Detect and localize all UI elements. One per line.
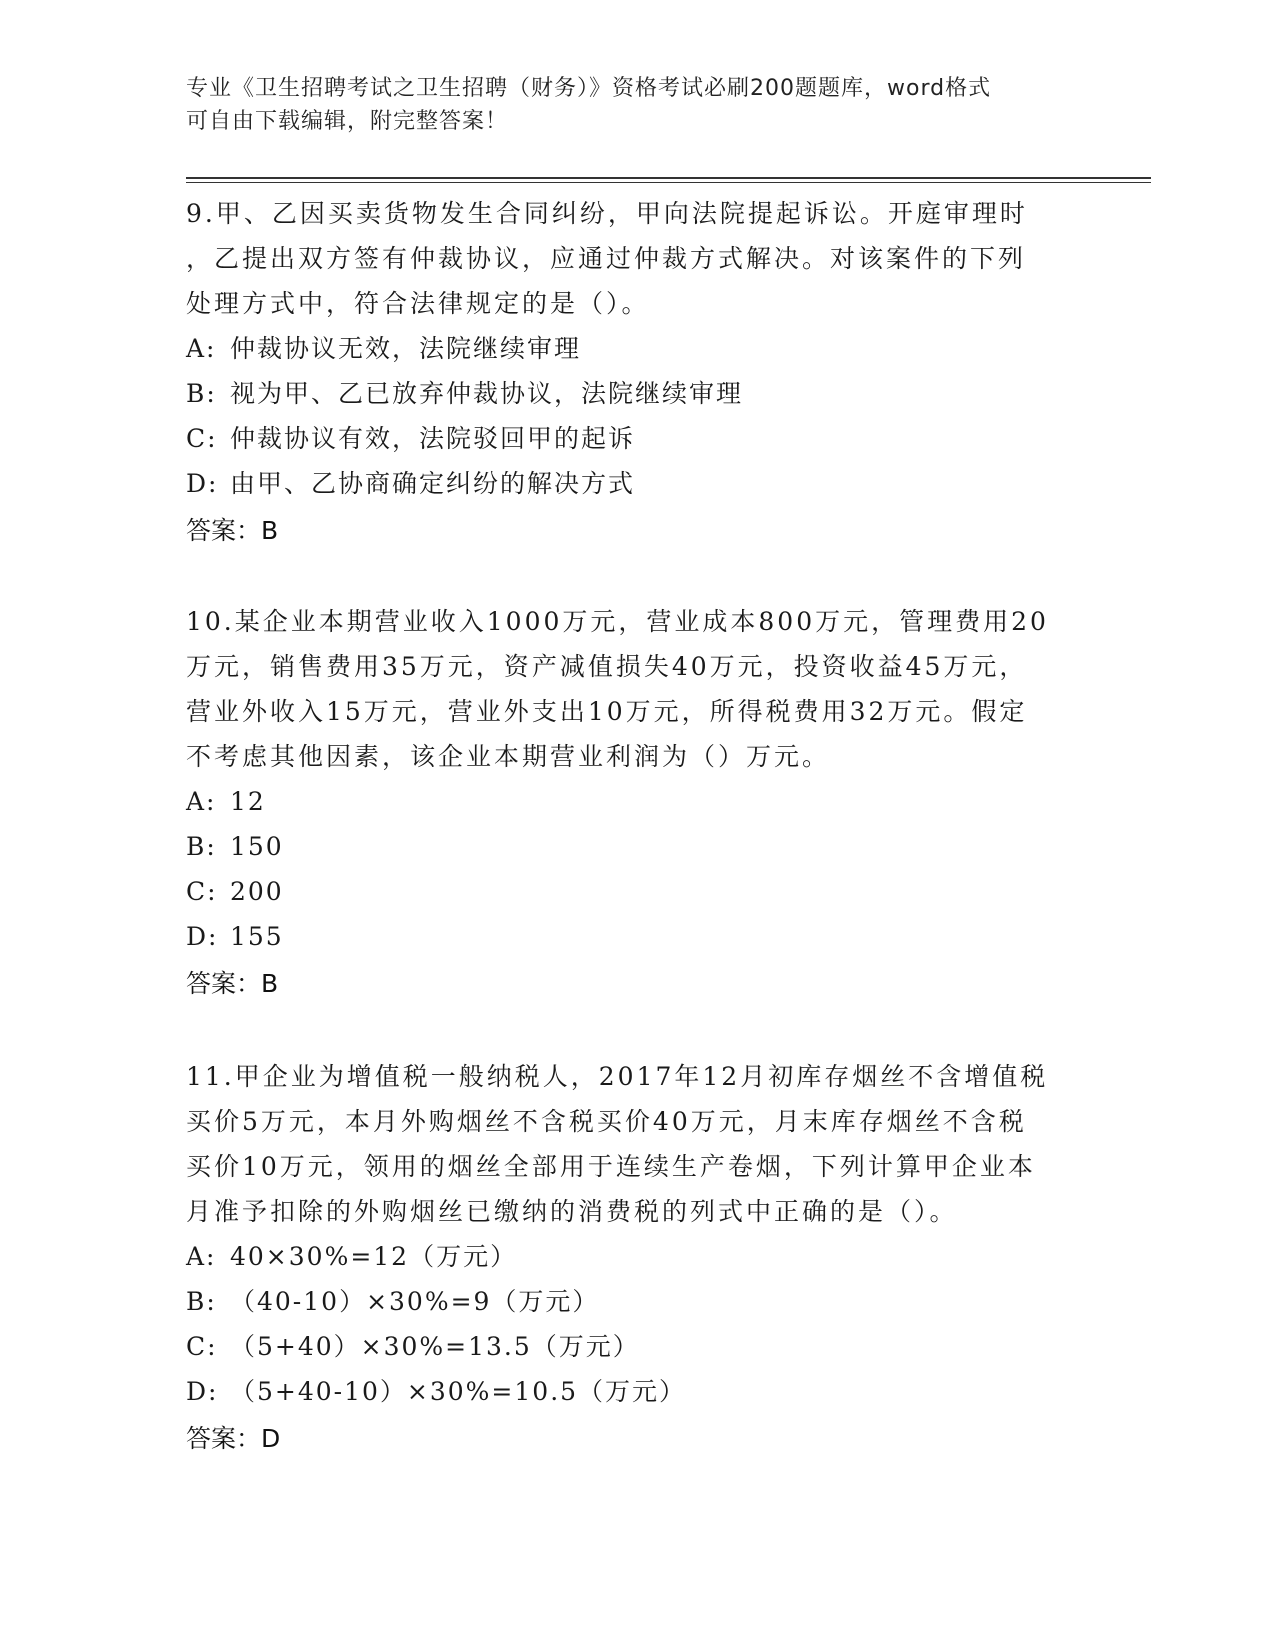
option-text: 视为甲、乙已放弃仲裁协议，法院继续审理	[230, 379, 744, 408]
stem-line: 买价10万元，领用的烟丝全部用于连续生产卷烟，下列计算甲企业本	[186, 1152, 1036, 1181]
option-text: 40×30%=12（万元）	[230, 1242, 518, 1271]
option-text: 12	[230, 787, 266, 816]
option-letter: B:	[186, 379, 217, 408]
document-header	[186, 72, 1086, 138]
question-10	[186, 599, 1086, 1006]
stem-line: 买价5万元，本月外购烟丝不含税买价40万元，月末库存烟丝不含税	[186, 1107, 1027, 1136]
option-letter: D:	[186, 469, 219, 498]
option-c	[186, 416, 1086, 461]
option-text: （5+40）×30%=13.5（万元）	[230, 1332, 640, 1361]
option-a	[186, 779, 1086, 824]
stem-line: 月准予扣除的外购烟丝已缴纳的消费税的列式中正确的是（）。	[186, 1197, 958, 1226]
stem-line: 9.甲、乙因买卖货物发生合同纠纷，甲向法院提起诉讼。开庭审理时	[186, 199, 1028, 228]
stem-line: 万元，销售费用35万元，资产减值损失40万元，投资收益45万元，	[186, 652, 1028, 681]
option-letter: D:	[186, 1377, 219, 1406]
option-d	[186, 461, 1086, 506]
header-divider-thin	[186, 182, 1151, 183]
question-stem	[186, 599, 1086, 779]
stem-line: 营业外收入15万元，营业外支出10万元，所得税费用32万元。假定	[186, 697, 1028, 726]
stem-line: 处理方式中，符合法律规定的是（）。	[186, 289, 650, 318]
option-text: 由甲、乙协商确定纠纷的解决方式	[230, 469, 636, 498]
stem-line: ，乙提出双方签有仲裁协议，应通过仲裁方式解决。对该案件的下列	[186, 244, 1027, 273]
option-letter: A:	[186, 1242, 217, 1271]
option-text: （40-10）×30%=9（万元）	[230, 1287, 600, 1316]
question-11	[186, 1054, 1086, 1461]
option-letter: C:	[186, 1332, 218, 1361]
option-text: 155	[230, 922, 284, 951]
stem-line: 10.某企业本期营业收入1000万元，营业成本800万元，管理费用20	[186, 607, 1049, 636]
option-letter: B:	[186, 1287, 217, 1316]
option-b	[186, 371, 1086, 416]
header-divider-thick	[186, 177, 1151, 179]
option-c	[186, 869, 1086, 914]
answer-label: 答案：B	[186, 516, 279, 545]
header-line-2: 可自由下载编辑，附完整答案！	[186, 109, 509, 134]
option-letter: D:	[186, 922, 219, 951]
question-9	[186, 191, 1086, 553]
option-text: （5+40-10）×30%=10.5（万元）	[230, 1377, 687, 1406]
question-stem	[186, 191, 1086, 326]
option-text: 150	[230, 832, 284, 861]
stem-line: 11.甲企业为增值税一般纳税人，2017年12月初库存烟丝不含增值税	[186, 1062, 1049, 1091]
stem-line: 不考虑其他因素，该企业本期营业利润为（）万元。	[186, 742, 831, 771]
option-text: 仲裁协议无效，法院继续审理	[230, 334, 582, 363]
option-c	[186, 1324, 1086, 1369]
option-d	[186, 1369, 1086, 1414]
option-letter: A:	[186, 787, 217, 816]
answer-label: 答案：D	[186, 1424, 281, 1453]
option-letter: C:	[186, 877, 218, 906]
option-letter: A:	[186, 334, 217, 363]
answer-label: 答案：B	[186, 969, 279, 998]
option-text: 200	[230, 877, 284, 906]
option-a	[186, 326, 1086, 371]
option-text: 仲裁协议有效，法院驳回甲的起诉	[230, 424, 636, 453]
option-b	[186, 1279, 1086, 1324]
option-d	[186, 914, 1086, 959]
option-letter: B:	[186, 832, 217, 861]
header-line-1: 专业《卫生招聘考试之卫生招聘（财务）》资格考试必刷200题题库，word格式	[186, 76, 992, 101]
option-b	[186, 824, 1086, 869]
option-letter: C:	[186, 424, 218, 453]
option-a	[186, 1234, 1086, 1279]
question-stem	[186, 1054, 1086, 1234]
